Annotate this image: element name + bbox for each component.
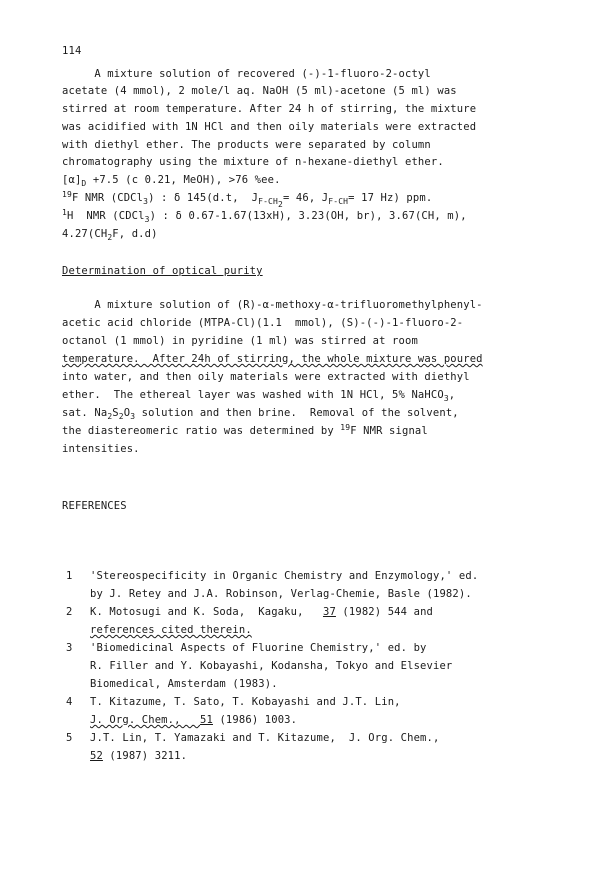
f-nmr-text: = 46, J — [282, 192, 329, 204]
text-segment: the diastereomeric ratio was determined by — [62, 425, 341, 437]
reference-text — [90, 714, 297, 727]
text-segment: ether. The ethereal layer was washed with 1N HCl, 5% NaHCO — [62, 389, 444, 401]
h-nmr-sub: 3 — [144, 215, 150, 224]
reference-text — [90, 606, 433, 619]
text-line: acetic acid chloride (MTPA-Cl)(1.1 mmol), (S)-(-)-1-fluoro-2- — [62, 317, 464, 329]
text-line: octanol (1 mmol) in pyridine (1 ml) was stirred at room — [62, 335, 418, 347]
reference-segment: K. Motosugi and K. Soda, Kagaku, — [90, 606, 323, 618]
f-nmr-text: = 17 Hz) ppm. — [348, 192, 433, 204]
f-nmr-text: F NMR (CDCl — [71, 192, 144, 204]
text-sub: 2 — [118, 412, 124, 421]
text-segment: S — [112, 407, 119, 419]
text-line — [62, 425, 428, 438]
text-line: chromatography using the mixture of n-hexane-diethyl ether. — [62, 156, 444, 168]
h-nmr-sub: 2 — [107, 233, 113, 242]
text-line: acetate (4 mmol), 2 mole/l aq. NaOH (5 ml)-acetone (5 ml) was — [62, 85, 457, 97]
text-line: into water, and then oily materials were extracted with diethyl — [62, 371, 470, 383]
text-line: was acidified with 1N HCl and then oily materials were extracted — [62, 121, 477, 133]
f-nmr-isotope: 19 — [62, 190, 72, 199]
h-nmr-text: F, d.d) — [112, 228, 158, 240]
text-segment: solution and then brine. Removal of the solvent, — [135, 407, 459, 419]
reference-number: 5 — [66, 732, 73, 744]
text-line — [62, 407, 459, 420]
f-nmr-text: ) : δ 145(d.t, J — [148, 192, 259, 204]
f-nmr-sub: 3 — [143, 197, 149, 206]
h-nmr-text: H NMR (CDCl — [66, 210, 145, 222]
section-heading — [62, 265, 263, 277]
reference-segment: (1986) 1003. — [212, 714, 298, 726]
reference-segment: (1982) 544 and — [335, 606, 434, 618]
text-line: with diethyl ether. The products were separated by column — [62, 139, 431, 151]
text-line: A mixture solution of (R)-α-methoxy-α-trifluoromethylphenyl- — [62, 299, 483, 311]
reference-number: 4 — [66, 696, 73, 708]
reference-text: 'Stereospecificity in Organic Chemistry and Enzymology,' ed. — [90, 570, 479, 582]
reference-text: 'Biomedicinal Aspects of Fluorine Chemistry,' ed. by — [90, 642, 427, 654]
text-sub: 3 — [443, 394, 449, 403]
text-segment: O — [123, 407, 131, 419]
f-nmr-line — [62, 190, 433, 209]
reference-volume: 52 — [90, 750, 103, 762]
h-nmr-text: 4.27(CH — [62, 228, 108, 240]
coupling-label: F-CH — [258, 197, 278, 206]
reference-text: by J. Retey and J.A. Robinson, Verlag-Chemie, Basle (1982). — [90, 588, 472, 600]
rotation-symbol: [α] — [62, 174, 82, 186]
reference-text: T. Kitazume, T. Sato, T. Kobayashi and J.T. Lin, — [90, 696, 401, 708]
text-segment: , — [448, 389, 456, 401]
reference-text — [90, 750, 187, 763]
reference-text: R. Filler and Y. Kobayashi, Kodansha, Tokyo and Elsevier — [90, 660, 453, 672]
reference-text: J.T. Lin, T. Yamazaki and T. Kitazume, J. Org. Chem., — [90, 732, 440, 744]
f-nmr-coupling-sub — [258, 197, 283, 209]
rotation-value: +7.5 (c 0.21, MeOH), >76 %ee. — [86, 174, 281, 186]
page-number: 114 — [62, 45, 82, 57]
coupling-label: F-CH — [328, 197, 349, 206]
references-title: REFERENCES — [62, 500, 127, 512]
reference-segment: (1987) 3211. — [102, 750, 188, 762]
text-line: temperature. After 24h of stirring, the whole mixture was poured — [62, 353, 483, 365]
text-line: A mixture solution of recovered (-)-1-fluoro-2-octyl — [62, 68, 431, 80]
reference-journal: J. Org. Chem., — [90, 714, 201, 726]
reference-text: references cited therein. — [90, 624, 252, 636]
coupling-sub: 2 — [278, 200, 283, 209]
rotation-sub: D — [81, 179, 87, 188]
h-nmr-isotope: 1 — [62, 208, 67, 217]
text-line: intensities. — [62, 443, 140, 455]
text-sub: 3 — [130, 412, 136, 421]
reference-volume: 37 — [322, 606, 336, 618]
text-line — [62, 389, 455, 402]
h-nmr-line — [62, 210, 467, 223]
section-heading-text: Determination of optical purity — [62, 265, 263, 277]
text-line: stirred at room temperature. After 24 h of stirring, the mixture — [62, 103, 477, 115]
h-nmr-text: ) : δ 0.67-1.67(13xH), 3.23(OH, br), 3.67(CH, m), — [149, 210, 467, 222]
text-sup: 19 — [340, 423, 351, 432]
reference-text: Biomedical, Amsterdam (1983). — [90, 678, 278, 690]
reference-number: 1 — [66, 570, 73, 582]
text-segment: sat. Na — [62, 407, 108, 419]
reference-volume: 51 — [200, 714, 213, 726]
reference-number: 2 — [66, 606, 73, 618]
reference-number: 3 — [66, 642, 73, 654]
optical-rotation-line — [62, 174, 281, 187]
text-segment: F NMR signal — [350, 425, 428, 437]
h-nmr-line-2 — [62, 228, 158, 241]
text-sub: 2 — [107, 412, 113, 421]
